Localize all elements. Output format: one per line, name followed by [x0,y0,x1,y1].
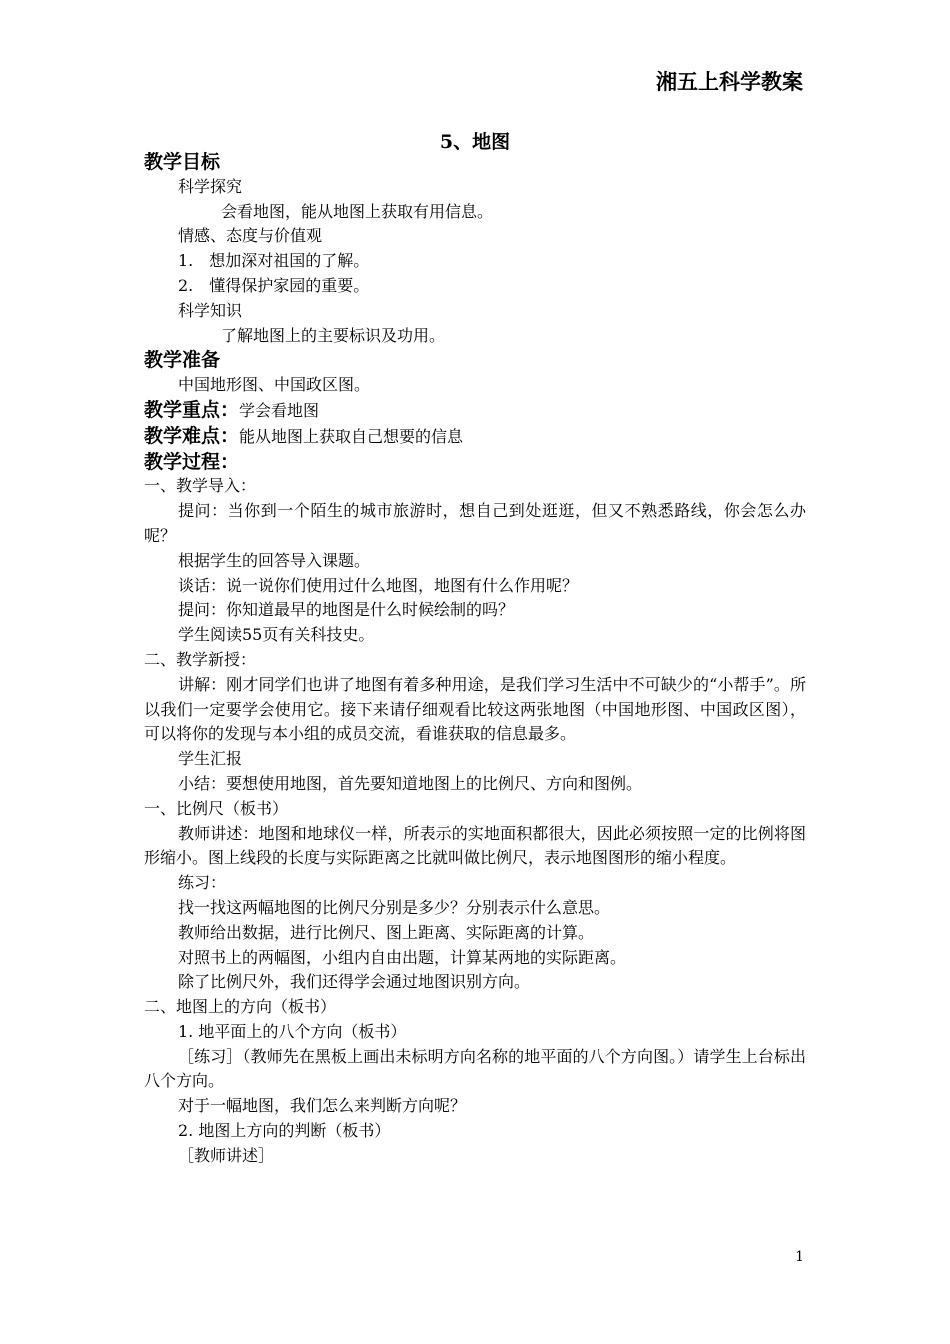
scale-practice-1: 找一找这两幅地图的比例尺分别是多少？分别表示什么意思。 [178,897,611,917]
intro-lead: 根据学生的回答导入课题。 [178,550,371,570]
summary: 小结：要想使用地图，首先要知道地图上的比例尺、方向和图例。 [178,773,643,793]
attitude-item-1: 1. 想加深对祖国的了解。 [178,251,370,271]
attitude-item-2: 2. 懂得保护家园的重要。 [178,275,370,295]
intro-question: 提问：当你到一个陌生的城市旅游时，想自己到处逛逛，但又不熟悉路线，你会怎么办呢？ [144,501,806,545]
new-lesson-title: 二、教学新授： [144,649,257,669]
direction-question: 对于一幅地图，我们怎么来判断方向呢？ [178,1096,467,1116]
direction-teacher: ［教师讲述］ [178,1145,275,1165]
new-lesson-explain: 讲解：刚才同学们也讲了地图有着多种用途，是我们学习生活中不可缺少的“小帮手”。所以我们一定要学会使用它。接下来请仔细观看比较这两张地图（中国地形图、中国政区图），可以将你的发现与本小组的成员交流，看谁获取的信息最多。 [144,674,806,744]
heading-preparation: 教学准备 [144,349,221,372]
text-inquiry: 会看地图，能从地图上获取有用信息。 [221,201,494,221]
intro-title: 一、教学导入： [144,476,257,496]
scale-practice-3: 对照书上的两幅图，小组内自由出题，计算某两地的实际距离。 [178,947,627,967]
student-report: 学生汇报 [178,749,243,769]
intro-reading: 学生阅读55页有关科技史。 [178,625,375,645]
difficulty-line [144,424,806,450]
scale-practice: 练习： [178,873,227,893]
scale-explain: 教师讲述：地图和地球仪一样，所表示的实地面积都很大，因此必须按照一定的比例将图形缩小。图上线段的长度与实际距离之比就叫做比例尺，表示地图图形的缩小程度。 [144,823,806,868]
scale-title: 一、比例尺（板书） [144,798,289,818]
direction-title: 二、地图上的方向（板书） [144,997,337,1017]
label-attitude: 情感、态度与价值观 [178,226,323,246]
focus-line [144,398,806,424]
direction-item-1: 1. 地平面上的八个方向（板书） [178,1021,407,1041]
heading-process: 教学过程： [144,450,240,473]
label-inquiry: 科学探究 [178,176,243,196]
label-knowledge: 科学知识 [178,300,243,320]
lesson-title: 5、地图 [439,131,511,153]
scale-practice-2: 教师给出数据，进行比例尺、图上距离、实际距离的计算。 [178,922,595,942]
intro-question-2: 提问：你知道最早的地图是什么时候绘制的吗？ [178,600,515,620]
document-body [144,150,806,1169]
scale-practice-4: 除了比例尺外，我们还得学会通过地图识别方向。 [178,972,531,992]
direction-practice: ［练习］（教师先在黑板上画出未标明方向名称的地平面的八个方向图。）请学生上台标出八个方向。 [144,1046,806,1091]
intro-talk: 谈话：说一说你们使用过什么地图，地图有什么作用呢？ [178,575,579,595]
text-difficulty: 能从地图上获取自己想要的信息 [239,426,464,446]
text-knowledge: 了解地图上的主要标识及功用。 [221,325,446,345]
text-preparation: 中国地形图、中国政区图。 [178,375,371,395]
heading-focus: 教学重点： [144,398,240,421]
heading-difficulty: 教学难点： [144,424,240,447]
direction-item-2: 2. 地图上方向的判断（板书） [178,1121,391,1141]
text-focus: 学会看地图 [239,400,320,420]
header-title: 湘五上科学教案 [656,69,803,94]
heading-objectives: 教学目标 [144,151,221,173]
page-number: 1 [795,1249,804,1265]
